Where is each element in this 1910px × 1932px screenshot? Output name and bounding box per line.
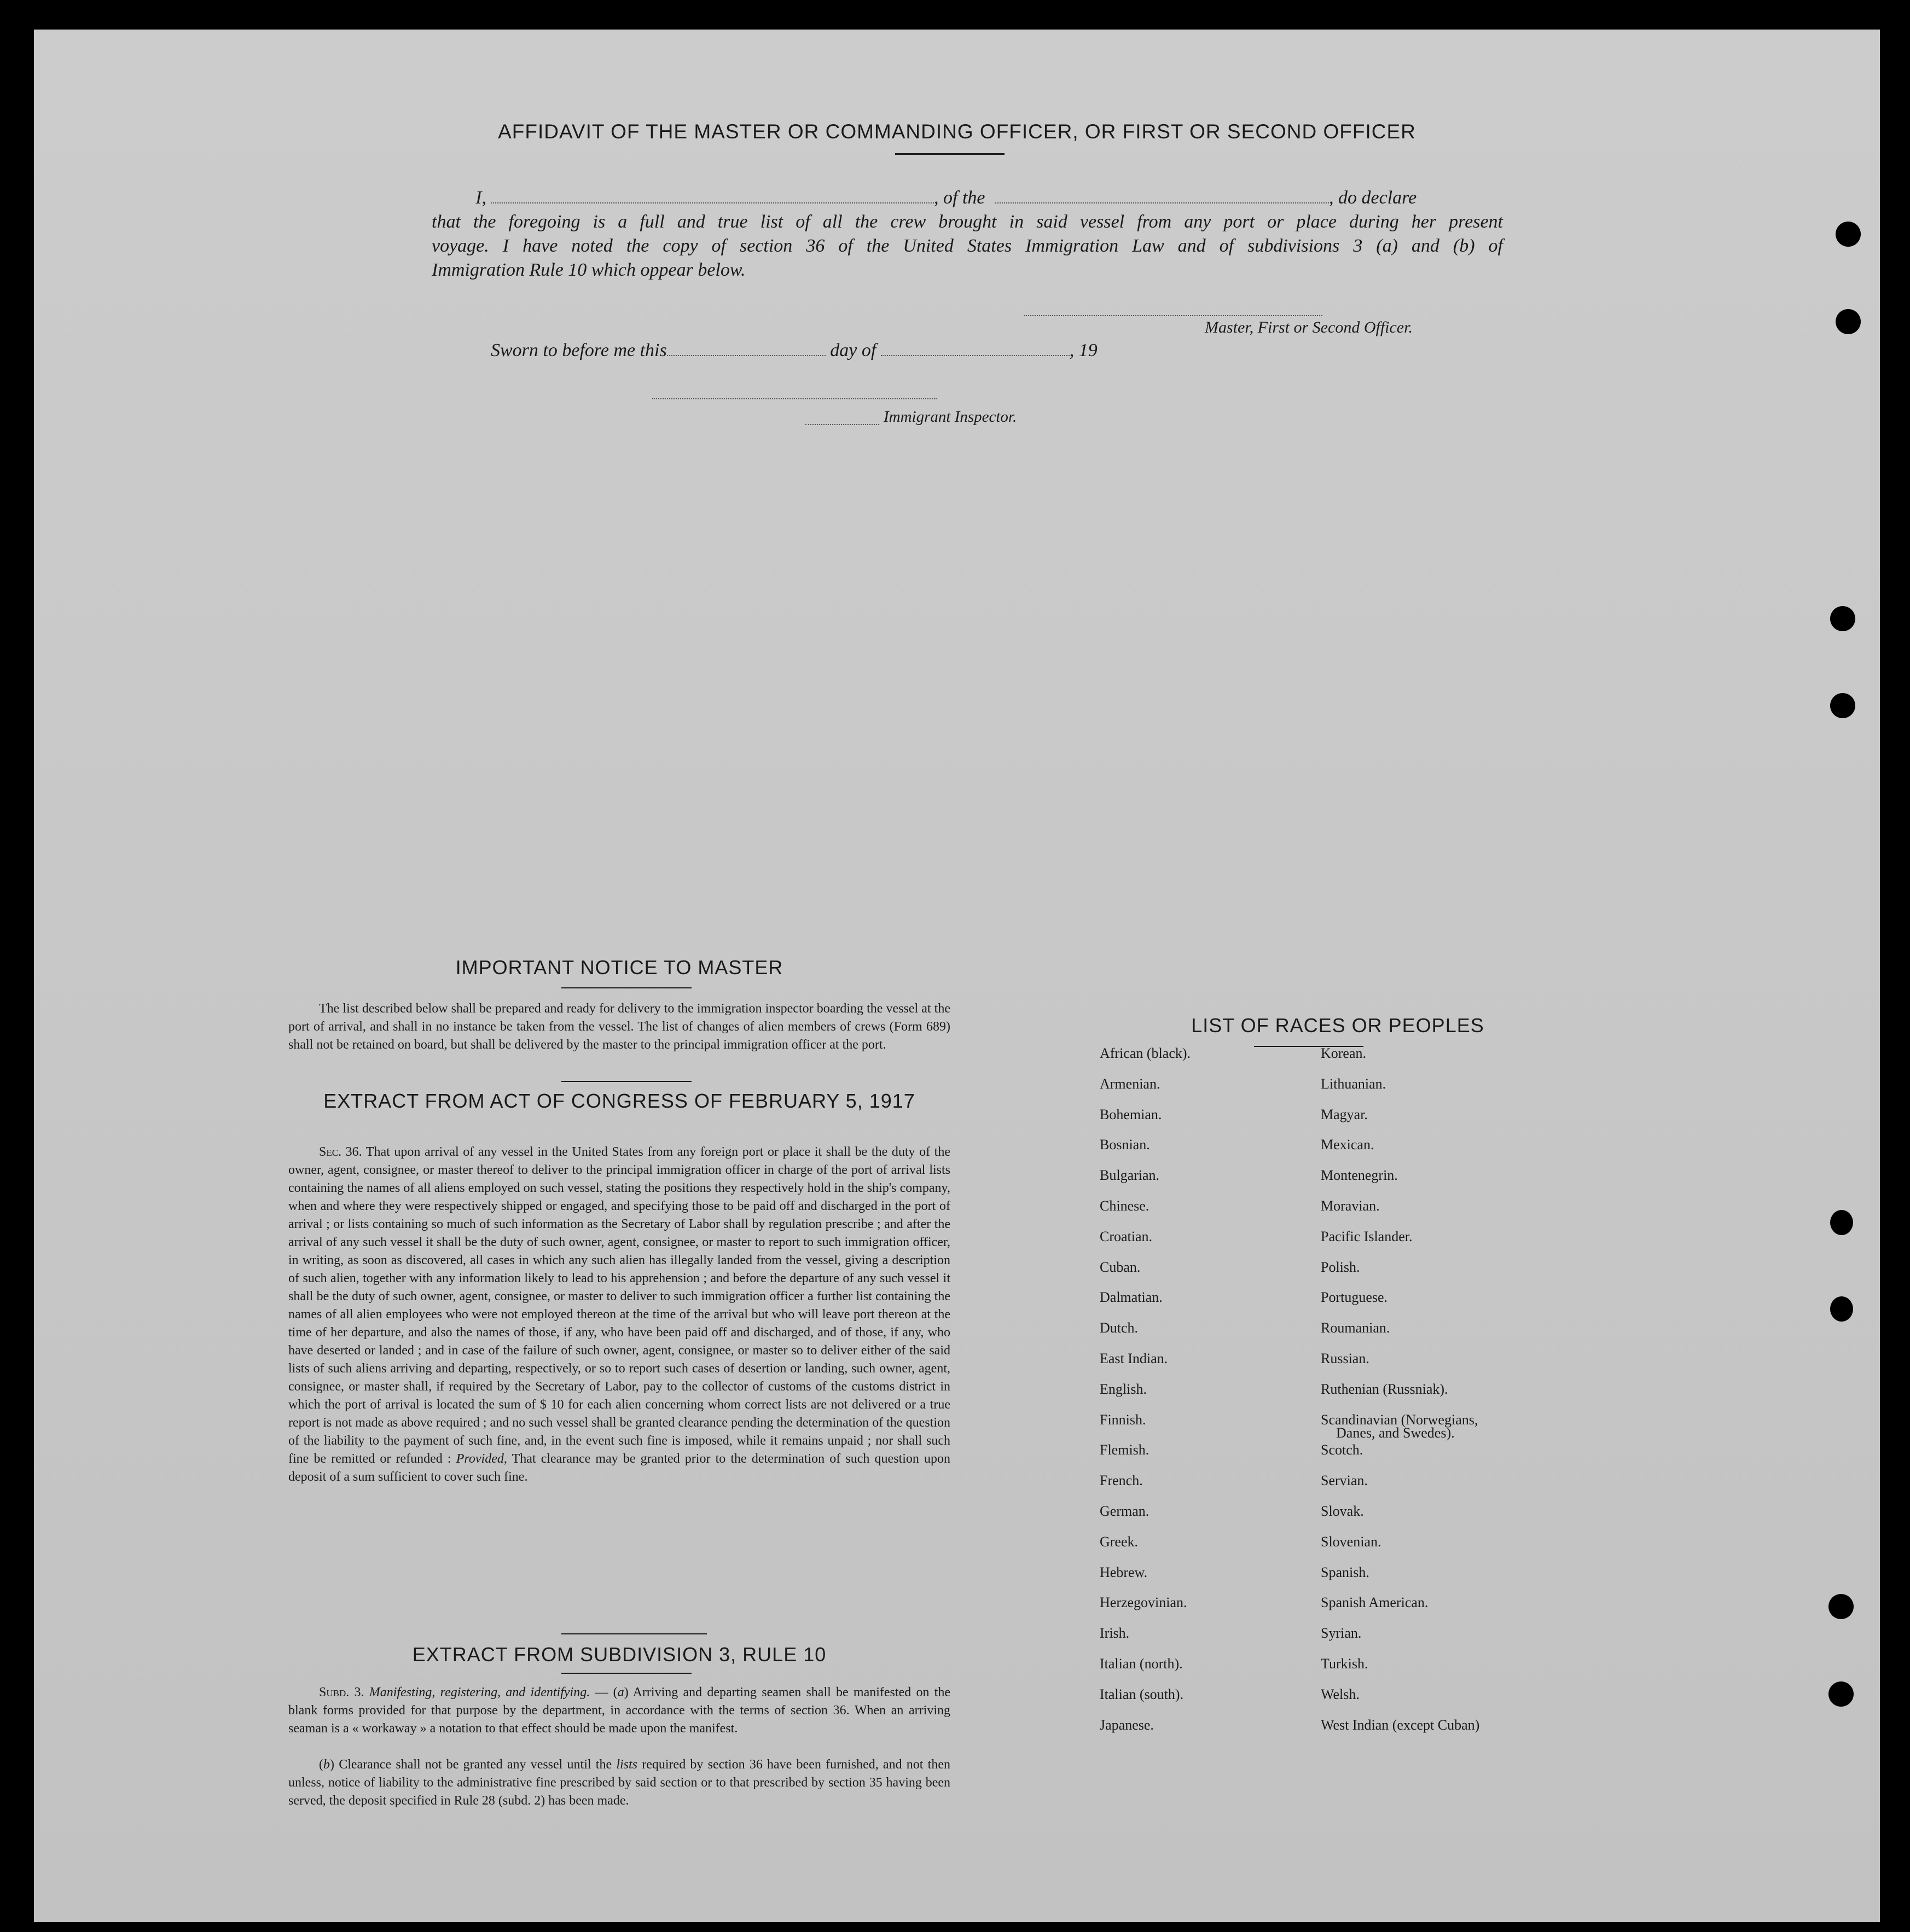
race-item: Bohemian. [1100, 1107, 1162, 1122]
master-label: Master, First or Second Officer. [1205, 318, 1413, 336]
race-item: Bosnian. [1100, 1137, 1150, 1153]
race-item: Croatian. [1100, 1229, 1153, 1244]
document-page [34, 30, 1880, 1922]
race-item: Chinese. [1100, 1198, 1150, 1214]
race-item: Finnish. [1100, 1412, 1146, 1428]
race-item: Danes, and Swedes). [1336, 1425, 1455, 1441]
affidavit-i-label: I, [475, 188, 486, 208]
race-item: Moravian. [1321, 1198, 1380, 1214]
races-title: LIST OF RACES OR PEOPLES [1191, 1014, 1484, 1037]
subd-label: Subd. 3. [319, 1685, 364, 1700]
race-item: German. [1100, 1503, 1150, 1519]
race-item: Flemish. [1100, 1442, 1150, 1458]
para-b-text2: required by section 36 have been furnished, and not then unless, notice of liability to the administrative fine prescribed by said section or to that prescribed by section 35 having been served, the deposit specified in Rule 28 (subd. 2) has been made. [288, 1758, 950, 1808]
affidavit-title-rule [895, 153, 1005, 155]
rule-para-a [288, 1684, 950, 1738]
race-item: Russian. [1321, 1351, 1369, 1366]
race-item: Hebrew. [1100, 1564, 1148, 1580]
race-item: Cuban. [1100, 1259, 1141, 1275]
section-36-proviso: That clearance may be granted prior to the determination of such question upon deposit of a sum sufficient to cover such fine. [288, 1452, 951, 1484]
section-label: Sec. 36. [319, 1145, 362, 1159]
para-a-prefix: — ( [590, 1685, 618, 1700]
para-b-letter: b [323, 1758, 330, 1772]
race-item: Mexican. [1321, 1137, 1374, 1153]
race-item: Portuguese. [1321, 1289, 1388, 1305]
punch-hole [1828, 1681, 1854, 1707]
affidavit-line-2: that the foregoing is a full and true list of all the crew brought in said vessel from any port or place during her present [432, 212, 1503, 232]
para-b-text1: ) Clearance shall not be granted any vessel until the [330, 1758, 612, 1772]
race-item: Greek. [1100, 1534, 1139, 1550]
rule-para-b: (b) Clearance shall not be granted any vessel until the lists required by section 36 have been furnished, and not then unless, notice of liability to the administrative fine prescribed by said section or to that prescribed by section 35 having been served, the deposit specified in Rule 28 (subd. 2) has been made. [288, 1758, 950, 1808]
provided-label: Provided, [456, 1452, 507, 1466]
punch-hole [1830, 1210, 1853, 1235]
race-item: Servian. [1321, 1473, 1368, 1488]
affidavit-line-4: Immigration Rule 10 which oppear below. [432, 260, 746, 280]
race-item: French. [1100, 1473, 1143, 1488]
race-item: Polish. [1321, 1259, 1360, 1275]
race-item: Spanish. [1321, 1564, 1369, 1580]
notice-end-rule [561, 1081, 692, 1082]
race-item: Pacific Islander. [1321, 1229, 1413, 1244]
race-item: Spanish American. [1321, 1595, 1429, 1610]
race-item: Irish. [1100, 1625, 1130, 1641]
punch-hole [1830, 693, 1855, 718]
race-item: Italian (south). [1100, 1686, 1184, 1702]
sworn-day-blank[interactable] [667, 353, 826, 356]
para-a-letter: a [617, 1685, 624, 1700]
race-item: English. [1100, 1381, 1147, 1397]
notice-title-rule [561, 987, 692, 988]
race-item: Herzegovinian. [1100, 1595, 1187, 1610]
race-item: Turkish. [1321, 1656, 1368, 1672]
race-item: Dutch. [1100, 1320, 1139, 1336]
inspector-dots [805, 422, 879, 425]
race-item: Syrian. [1321, 1625, 1362, 1641]
race-item: Dalmatian. [1100, 1289, 1163, 1305]
day-of-label: day of [830, 340, 876, 360]
name-blank[interactable] [491, 200, 934, 203]
inspector-label: Immigrant Inspector. [884, 408, 1017, 426]
race-item: Slovak. [1321, 1503, 1364, 1519]
vessel-blank[interactable] [995, 200, 1329, 203]
race-item: Magyar. [1321, 1107, 1368, 1122]
race-item: Korean. [1321, 1045, 1367, 1061]
race-item: East Indian. [1100, 1351, 1168, 1366]
punch-hole [1836, 222, 1861, 247]
act-extract-text [288, 1143, 950, 1486]
race-item: Bulgarian. [1100, 1167, 1160, 1183]
race-item: African (black). [1100, 1045, 1191, 1061]
notice-text: The list described below shall be prepared and ready for delivery to the immigration inspector boarding the vessel at the port of arrival, and shall in no instance be taken from the vessel. The list of changes of alien members of crews (Form 689) shall not be retained on board, but shall be delivered by the master to the principal immigration officer at the port. [288, 1002, 950, 1052]
sworn-month-blank[interactable] [881, 353, 1070, 356]
race-item: Ruthenian (Russniak). [1321, 1381, 1448, 1397]
rule-extract-title: EXTRACT FROM SUBDIVISION 3, RULE 10 [412, 1643, 827, 1666]
race-item: Japanese. [1100, 1717, 1154, 1733]
punch-hole [1836, 309, 1861, 334]
race-item: Scandinavian (Norwegians, [1321, 1412, 1478, 1428]
year-label: , 19 [1069, 340, 1098, 360]
sworn-line [491, 339, 1202, 363]
para-a-text: ) Arriving and departing seamen shall be manifested on the blank forms provided for that purpose by the department, in accordance with the terms of section 36. When an arriving seaman is a « workaway » a notation to that effect should be made upon the manifest. [288, 1685, 951, 1736]
race-item: Montenegrin. [1321, 1167, 1398, 1183]
race-item: Welsh. [1321, 1686, 1360, 1702]
race-item: Italian (north). [1100, 1656, 1183, 1672]
race-item: Roumanian. [1321, 1320, 1390, 1336]
affidavit-line-1 [432, 186, 1503, 210]
sworn-label: Sworn to before me this [491, 340, 667, 360]
punch-hole [1830, 1296, 1853, 1322]
punch-hole [1830, 606, 1855, 631]
affidavit-line-3: voyage. I have noted the copy of section 36 of the United States Immigration Law and of subdivisions 3 (a) and (b) of [432, 236, 1503, 256]
race-item: Slovenian. [1321, 1534, 1381, 1550]
master-signature-blank[interactable] [1024, 313, 1322, 316]
rule-title-rule [561, 1673, 692, 1674]
subd-heading: Manifesting, registering, and identifying. [369, 1685, 590, 1700]
affidavit-of-the: , of the [934, 188, 985, 208]
race-item: West Indian (except Cuban) [1321, 1717, 1480, 1733]
act-end-rule [561, 1633, 707, 1634]
punch-hole [1828, 1594, 1854, 1619]
race-item: Armenian. [1100, 1076, 1160, 1092]
inspector-signature-blank[interactable] [652, 396, 937, 399]
section-36-text: That upon arrival of any vessel in the United States from any foreign port or place it shall be the duty of the owner, agent, consignee, or master thereof to deliver to the principal immigration officer in charge of the port of arrival lists containing the names of all aliens employed on such vessel, stating the positions they respectively hold in the ship's company, when and where they were respectively shipped or engaged, and specifying those to be paid off and discharged in the port of arrival ; or lists containing so much of such information as the Secretary of Labor shall by regulation prescribe ; and after the arrival of any such vessel it shall be the duty of such owner, agent, consignee, or master to report to such immigration officer, in writing, as soon as discovered, all cases in which any such alien has illegally landed from the vessel, giving a description of such alien, together with any information likely to lead to his apprehension ; and before the departure of any such vessel it shall be the duty of such owner, agent, consignee, or master to deliver to such immigration officer a further list containing the names of all alien employees who were not employed thereon at the time of the arrival but who will leave port thereon at the time of her departure, and also the names of those, if any, who have been paid off and discharged, and of those, if any, who have deserted or landed ; and in case of the failure of such owner, agent, consignee, or master so to deliver either of the said lists of such aliens arriving and departing, respectively, or so to report such cases of desertion or landing, such owner, agent, consignee, or master shall, if required by the Secretary of Labor, pay to the collector of customs of the customs district in which the port of arrival is located the sum of $ 10 for each alien concerning whom correct lists are not delivered or a true report is not made as above required ; and no such vessel shall be granted clearance pending the determination of the question of the liability to the payment of such fine, and, in the event such fine is imposed, while it remains unpaid ; nor shall such fine be remitted or refunded : [288, 1145, 950, 1466]
race-item: Lithuanian. [1321, 1076, 1386, 1092]
act-extract-title: EXTRACT FROM ACT OF CONGRESS OF FEBRUARY 5, 1917 [323, 1090, 915, 1112]
notice-title: IMPORTANT NOTICE TO MASTER [455, 956, 783, 979]
para-b-lists: lists [616, 1758, 638, 1772]
affidavit-title: AFFIDAVIT OF THE MASTER OR COMMANDING OFFICER, OR FIRST OR SECOND OFFICER [498, 120, 1416, 143]
affidavit-do-declare: , do declare [1328, 188, 1417, 208]
race-item: Scotch. [1321, 1442, 1363, 1458]
